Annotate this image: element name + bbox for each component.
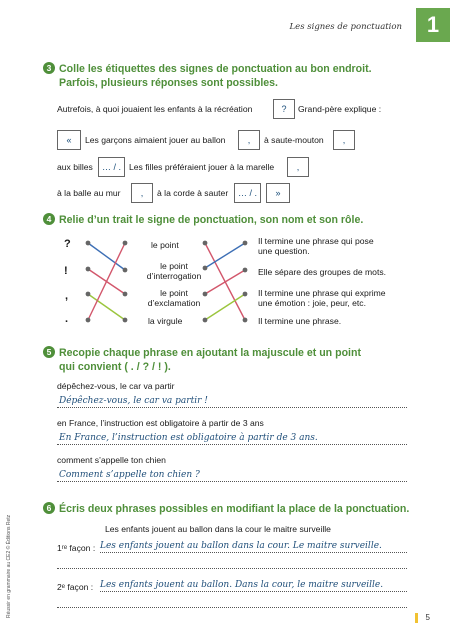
ex6-answer-line-1a — [100, 552, 407, 553]
name-point: le point — [151, 240, 179, 250]
ex5-answer-line-2 — [57, 444, 407, 445]
ex6-answer-line-2b — [57, 607, 407, 608]
ex3-box-8[interactable]: … / . — [234, 183, 261, 203]
ex5-answer-line-1 — [57, 407, 407, 408]
page-marker — [415, 613, 418, 623]
exercise-6-number: 6 — [43, 502, 55, 514]
chapter-tab: 1 — [416, 8, 450, 42]
ex3-box-4[interactable]: , — [333, 130, 355, 150]
exercise-5-title: 5 Recopie chaque phrase en ajoutant la majuscule et un point qui convient ( . / ? / ! ). — [43, 346, 361, 374]
ex5-answer-1[interactable]: Dépêchez-vous, le car va partir ! — [59, 396, 208, 406]
ex5-sentence-3: comment s’appelle ton chien — [57, 455, 166, 465]
role-emotion: Il termine une phrase qui exprime une émotion : joie, peur, etc. — [258, 288, 386, 308]
ex3-box-2[interactable]: « — [57, 130, 81, 150]
ex6-answer-1[interactable]: Les enfants jouent au ballon dans la cour. Le maitre surveille. — [100, 541, 382, 551]
ex3-line4-text-b: à la corde à sauter — [157, 188, 229, 198]
ex3-line3-text-a: aux billes — [57, 162, 93, 172]
role-question: Il termine une phrase qui pose une question. — [258, 236, 374, 256]
copyright-side: Réussir en grammaire au CE2 © Éditions Retz — [6, 514, 12, 618]
ex5-answer-line-3 — [57, 481, 407, 482]
line-question-interrogation — [88, 243, 125, 270]
ex5-sentence-1: dépêchez-vous, le car va partir — [57, 381, 175, 391]
ex3-box-3[interactable]: , — [238, 130, 260, 150]
sign-period: . — [65, 313, 69, 325]
exercise-6-title: 6 Écris deux phrases possibles en modifiant la place de la ponctuation. — [43, 502, 409, 516]
ex6-way-2-label: 2ᵉ façon : — [57, 582, 94, 592]
ex3-line1-text-a: Autrefois, à quoi jouaient les enfants à la récréation — [57, 104, 253, 114]
ex3-box-9[interactable]: » — [266, 183, 290, 203]
ex6-answer-line-1b — [57, 568, 407, 569]
role-separate: Elle sépare des groupes de mots. — [258, 267, 387, 277]
page-number: 5 — [425, 613, 430, 622]
role-end: Il termine une phrase. — [258, 316, 342, 326]
ex6-sentence: Les enfants jouent au ballon dans la cour le maitre surveille — [105, 524, 331, 534]
line-period-point — [88, 243, 125, 320]
ex3-line2-text-a: Les garçons aimaient jouer au ballon — [85, 135, 226, 145]
ex3-line1-text-b: Grand-père explique : — [298, 104, 382, 114]
ex3-line2-text-b: à saute-mouton — [264, 135, 324, 145]
ex6-answer-line-2a — [100, 591, 407, 592]
sign-comma: , — [65, 290, 69, 302]
ex3-box-7[interactable]: , — [131, 183, 153, 203]
exercise-4-title: 4 Relie d’un trait le signe de ponctuation, son nom et son rôle. — [43, 213, 363, 227]
exercise-3-title: 3 Colle les étiquettes des signes de ponctuation au bon endroit. Parfois, plusieurs réponses sont possibles. — [43, 62, 372, 90]
ex3-line3-text-b: Les filles préféraient jouer à la marelle — [129, 162, 275, 172]
ex6-way-1-label: 1ʳᵉ façon : — [57, 543, 96, 553]
ex5-answer-2[interactable]: En France, l’instruction est obligatoire à partir de 3 ans. — [59, 433, 318, 443]
exercise-5-number: 5 — [43, 346, 55, 358]
sign-exclamation: ! — [64, 265, 68, 277]
sign-question: ? — [64, 238, 71, 250]
running-header: Les signes de ponctuation — [289, 22, 402, 32]
name-interrogation: le point d’interrogation — [146, 261, 202, 281]
name-virgule: la virgule — [148, 316, 183, 326]
ex5-answer-3[interactable]: Comment s’appelle ton chien ? — [59, 470, 200, 480]
ex6-answer-2[interactable]: Les enfants jouent au ballon. Dans la cour, le maitre surveille. — [100, 580, 384, 590]
name-exclamation: le point d’exclamation — [147, 288, 201, 308]
ex3-line4-text-a: à la balle au mur — [57, 188, 121, 198]
ex3-box-6[interactable]: , — [287, 157, 309, 177]
line-exclamation-emotion — [205, 270, 245, 294]
ex3-box-5[interactable]: … / . — [98, 157, 125, 177]
ex3-box-1[interactable]: ? — [273, 99, 295, 119]
ex5-sentence-2: en France, l’instruction est obligatoire à partir de 3 ans — [57, 418, 264, 428]
exercise-4-number: 4 — [43, 213, 55, 225]
exercise-3-number: 3 — [43, 62, 55, 74]
